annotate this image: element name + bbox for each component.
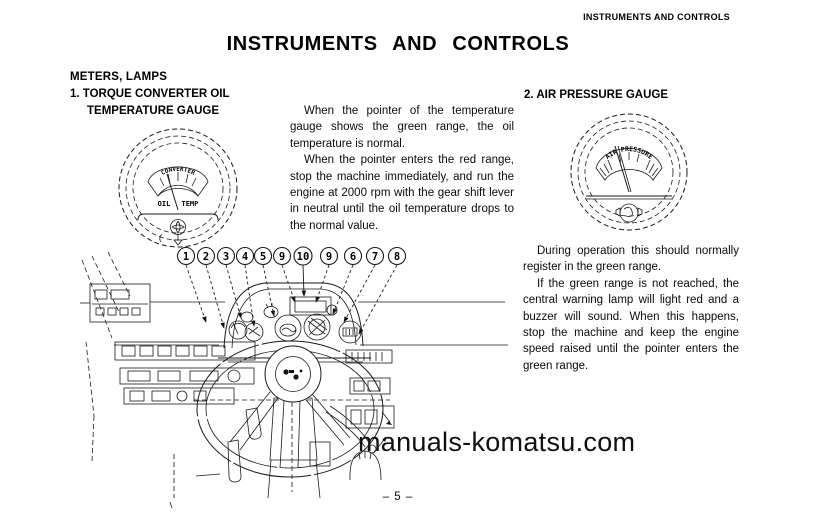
callout <box>198 248 215 265</box>
callout <box>255 248 272 265</box>
page-title: INSTRUMENTS AND CONTROLS <box>226 33 570 55</box>
column-stalk-left <box>228 408 261 482</box>
item1-heading-line2: TEMPERATURE GAUGE <box>87 105 220 117</box>
gauge-face-arc-label: CONVERTER <box>160 165 196 177</box>
callout-number: 10 <box>296 250 310 263</box>
wheel-hub <box>265 346 321 402</box>
pillar-lines <box>82 252 130 461</box>
dashboard-diagram <box>78 246 712 524</box>
callout <box>367 248 384 265</box>
callout-number: 6 <box>349 250 357 263</box>
gauge-baseline <box>586 196 672 199</box>
callout-number: 4 <box>241 250 249 263</box>
callout-number: 1 <box>182 250 190 263</box>
section-heading: METERS, LAMPS <box>70 71 168 83</box>
callout <box>321 248 338 265</box>
callout-number: 2 <box>202 250 210 263</box>
air-gauge-paragraph-2: If the green range is not reached, the central warning lamp will light red and a buzzer will sound. When this happens, stop the machine and keep the engine speed raised until the pointer enters the green range. <box>523 277 739 372</box>
callout <box>237 248 254 265</box>
running-header: INSTRUMENTS AND CONTROLS <box>583 12 730 22</box>
callout <box>218 248 235 265</box>
item1-heading-line1: 1. TORQUE CONVERTER OIL <box>70 88 230 100</box>
air-gauge-paragraph-1: During operation this should normally register in the green range. <box>523 245 739 274</box>
gauge-face-arc-label: AIR PRESSURE <box>603 145 655 161</box>
gauge-ornament-icon <box>171 220 186 246</box>
callout-number: 7 <box>371 250 379 263</box>
gauge-face-label: OIL TEMP <box>157 200 199 208</box>
callout <box>178 248 195 265</box>
callout-number: 5 <box>259 250 267 263</box>
wheel-spokes <box>230 392 350 468</box>
watermark: manuals-komatsu.com <box>358 427 636 457</box>
instrument-panel <box>114 283 508 362</box>
callout-row <box>178 247 406 265</box>
callout-number: 8 <box>393 250 401 263</box>
torque-gauge-paragraph-2: When the pointer enters the red range, stop the machine immediately, and run the engine at 2000 rpm with the gear shift lever in neutral until the oil temperature drops to the normal value. <box>290 154 514 232</box>
page-number: – 5 – <box>382 491 414 503</box>
gauge-hook-mark <box>160 234 162 242</box>
gauge-ornament-icon <box>616 204 642 222</box>
callout-number: 9 <box>325 250 333 263</box>
switch-panel-left <box>115 342 255 404</box>
callout <box>274 248 291 265</box>
callout-number: 3 <box>222 250 230 263</box>
callout-leader-lines <box>186 265 397 334</box>
callout <box>294 247 312 265</box>
gauge-bezel <box>571 114 687 230</box>
torque-gauge-paragraph-1: When the pointer of the temperature gauge shows the green range, the oil temperature is normal. <box>290 105 514 150</box>
callout <box>389 248 406 265</box>
steering-wheel <box>170 341 390 508</box>
item2-heading: 2. AIR PRESSURE GAUGE <box>524 89 668 101</box>
callout <box>345 248 362 265</box>
torque-gauge-text <box>290 103 514 234</box>
torque-gauge-figure <box>112 126 244 248</box>
air-gauge-figure <box>566 110 692 236</box>
callout-number: 9 <box>278 250 286 263</box>
